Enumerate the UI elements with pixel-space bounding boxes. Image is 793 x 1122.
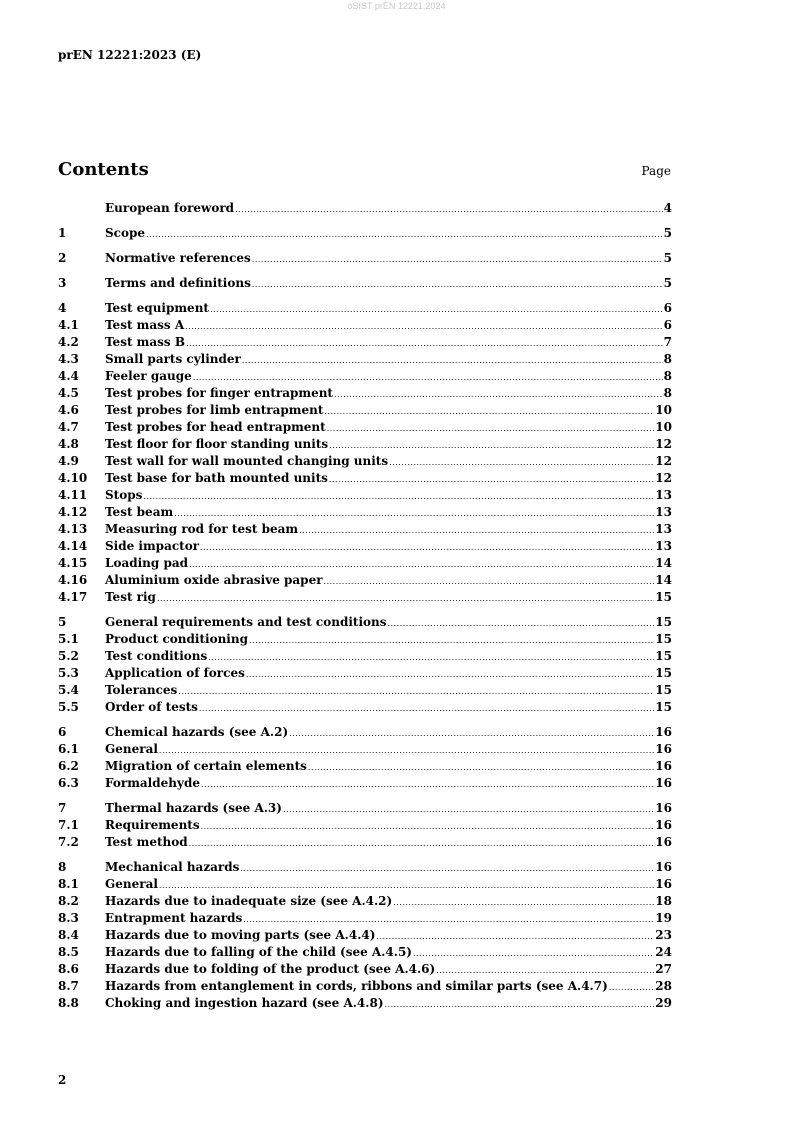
toc-entry-page: 6 bbox=[663, 318, 672, 332]
dot-leader bbox=[159, 742, 654, 759]
toc-entry-page: 15 bbox=[655, 683, 672, 697]
toc-entry-title: Aluminium oxide abrasive paper bbox=[105, 573, 323, 587]
toc-entry-title: Product conditioning bbox=[105, 632, 248, 646]
toc-entry[interactable] bbox=[58, 538, 672, 555]
toc-entry-number: 4.13 bbox=[58, 522, 88, 536]
toc-entry-number: 8.2 bbox=[58, 894, 79, 908]
toc-entry-title: Choking and ingestion hazard (see A.4.8) bbox=[105, 996, 384, 1010]
toc-entry-number: 7.2 bbox=[58, 835, 79, 849]
toc-entry-number: 4.3 bbox=[58, 352, 79, 366]
dot-leader bbox=[199, 700, 654, 717]
toc-entry[interactable] bbox=[58, 910, 672, 927]
toc-entry-title: Stops bbox=[105, 488, 143, 502]
toc-entry-title: Formaldehyde bbox=[105, 776, 200, 790]
toc-entry-page: 14 bbox=[655, 573, 672, 587]
toc-entry-page: 23 bbox=[655, 928, 672, 942]
dot-leader bbox=[283, 801, 654, 818]
toc-entry[interactable] bbox=[58, 758, 672, 775]
dot-leader bbox=[289, 725, 654, 742]
toc-entry-title: General bbox=[105, 742, 158, 756]
dot-leader bbox=[329, 437, 654, 454]
toc-entry[interactable] bbox=[58, 699, 672, 716]
toc-entry[interactable] bbox=[58, 250, 672, 267]
toc-entry[interactable] bbox=[58, 334, 672, 351]
toc-entry-page: 8 bbox=[663, 369, 672, 383]
toc-entry[interactable] bbox=[58, 775, 672, 792]
toc-entry-title: Normative references bbox=[105, 251, 251, 265]
toc-entry[interactable] bbox=[58, 555, 672, 572]
toc-entry-page: 13 bbox=[655, 539, 672, 553]
toc-entry-title: Test beam bbox=[105, 505, 174, 519]
toc-entry-page: 5 bbox=[663, 276, 672, 290]
toc-entry[interactable] bbox=[58, 225, 672, 242]
toc-entry-number: 5.2 bbox=[58, 649, 79, 663]
toc-entry-page: 13 bbox=[655, 488, 672, 502]
toc-entry[interactable] bbox=[58, 200, 672, 217]
dot-leader bbox=[193, 369, 663, 386]
toc-entry[interactable] bbox=[58, 487, 672, 504]
toc-entry-number: 8.3 bbox=[58, 911, 79, 925]
toc-entry-number: 8.1 bbox=[58, 877, 79, 891]
toc-entry-title: Side impactor bbox=[105, 539, 200, 553]
toc-entry-number: 5.3 bbox=[58, 666, 79, 680]
toc-entry-number: 4.5 bbox=[58, 386, 79, 400]
toc-entry[interactable] bbox=[58, 317, 672, 334]
toc-entry-number: 8.8 bbox=[58, 996, 79, 1010]
toc-entry-page: 16 bbox=[655, 818, 672, 832]
toc-entry[interactable] bbox=[58, 682, 672, 699]
toc-entry[interactable] bbox=[58, 614, 672, 631]
dot-leader bbox=[609, 979, 655, 996]
toc-entry-number: 8.5 bbox=[58, 945, 79, 959]
dot-leader bbox=[201, 776, 654, 793]
toc-entry-title: Loading pad bbox=[105, 556, 189, 570]
toc-entry-page: 13 bbox=[655, 505, 672, 519]
toc-entry-page: 29 bbox=[655, 996, 672, 1010]
dot-leader bbox=[436, 962, 654, 979]
dot-leader bbox=[208, 649, 654, 666]
toc-entry-number: 4.1 bbox=[58, 318, 79, 332]
toc-entry-title: Mechanical hazards bbox=[105, 860, 240, 874]
dot-leader bbox=[249, 632, 654, 649]
toc-entry[interactable] bbox=[58, 978, 672, 995]
toc-entry-page: 8 bbox=[663, 386, 672, 400]
toc-entry-number: 4.12 bbox=[58, 505, 88, 519]
toc-section bbox=[58, 250, 672, 267]
toc-entry-title: Test mass B bbox=[105, 335, 185, 349]
dot-leader bbox=[185, 318, 663, 335]
dot-leader bbox=[240, 860, 654, 877]
toc-section bbox=[58, 800, 672, 851]
toc-entry-number: 4.2 bbox=[58, 335, 79, 349]
toc-entry[interactable] bbox=[58, 402, 672, 419]
toc-entry-title: Test conditions bbox=[105, 649, 208, 663]
dot-leader bbox=[186, 335, 663, 352]
toc-entry-number: 4.15 bbox=[58, 556, 88, 570]
toc-entry-page: 15 bbox=[655, 590, 672, 604]
toc-entry-page: 28 bbox=[655, 979, 672, 993]
toc-entry[interactable] bbox=[58, 351, 672, 368]
toc-entry[interactable] bbox=[58, 817, 672, 834]
toc-entry-number: 6.2 bbox=[58, 759, 79, 773]
toc-entry[interactable] bbox=[58, 800, 672, 817]
toc-entry-number: 5.1 bbox=[58, 632, 79, 646]
toc-entry-number: 4.10 bbox=[58, 471, 88, 485]
dot-leader bbox=[393, 894, 654, 911]
toc-entry-number: 5 bbox=[58, 615, 67, 629]
dot-leader bbox=[189, 556, 654, 573]
toc-entry-page: 15 bbox=[655, 615, 672, 629]
toc-entry[interactable] bbox=[58, 275, 672, 292]
toc-entry-number: 4.8 bbox=[58, 437, 79, 451]
toc-entry-page: 16 bbox=[655, 835, 672, 849]
toc-entry-number: 4.4 bbox=[58, 369, 79, 383]
toc-entry[interactable] bbox=[58, 572, 672, 589]
toc-entry-title: Migration of certain elements bbox=[105, 759, 307, 773]
toc-entry-page: 13 bbox=[655, 522, 672, 536]
dot-leader bbox=[385, 996, 655, 1013]
toc-entry[interactable] bbox=[58, 665, 672, 682]
toc-entry-page: 15 bbox=[655, 666, 672, 680]
toc-entry[interactable] bbox=[58, 470, 672, 487]
toc-entry-title: Application of forces bbox=[105, 666, 245, 680]
toc-entry-page: 15 bbox=[655, 700, 672, 714]
toc-entry-page: 15 bbox=[655, 649, 672, 663]
toc-entry-page: 19 bbox=[655, 911, 672, 925]
toc-entry-title: Chemical hazards (see A.2) bbox=[105, 725, 289, 739]
toc-entry-page: 12 bbox=[655, 471, 672, 485]
dot-leader bbox=[334, 386, 663, 403]
toc-entry[interactable] bbox=[58, 834, 672, 851]
toc-entry[interactable] bbox=[58, 995, 672, 1012]
toc-entry-title: Test mass A bbox=[105, 318, 185, 332]
dot-leader bbox=[189, 835, 655, 852]
dot-leader bbox=[159, 877, 654, 894]
dot-leader bbox=[174, 505, 654, 522]
dot-leader bbox=[388, 615, 655, 632]
toc-entry-title: Test probes for limb entrapment bbox=[105, 403, 324, 417]
toc-entry-title: Entrapment hazards bbox=[105, 911, 243, 925]
toc-entry[interactable] bbox=[58, 419, 672, 436]
toc-entry[interactable] bbox=[58, 521, 672, 538]
toc-entry[interactable] bbox=[58, 724, 672, 741]
toc-entry-title: Tolerances bbox=[105, 683, 178, 697]
toc-entry-number: 8 bbox=[58, 860, 67, 874]
toc-entry-title: Hazards due to moving parts (see A.4.4) bbox=[105, 928, 376, 942]
toc-entry[interactable] bbox=[58, 385, 672, 402]
toc-entry-number: 6.1 bbox=[58, 742, 79, 756]
toc-section bbox=[58, 275, 672, 292]
toc-entry[interactable] bbox=[58, 368, 672, 385]
dot-leader bbox=[299, 522, 654, 539]
dot-leader bbox=[327, 420, 655, 437]
toc-entry-page: 5 bbox=[663, 226, 672, 240]
toc-entry-number: 5.5 bbox=[58, 700, 79, 714]
toc-entry[interactable] bbox=[58, 300, 672, 317]
dot-leader bbox=[235, 201, 663, 218]
page-number: 2 bbox=[58, 1073, 67, 1087]
dot-leader bbox=[376, 928, 654, 945]
toc-section bbox=[58, 200, 672, 217]
toc-entry-number: 7.1 bbox=[58, 818, 79, 832]
toc-entry[interactable] bbox=[58, 876, 672, 893]
toc-entry-title: General bbox=[105, 877, 158, 891]
toc-entry-page: 16 bbox=[655, 860, 672, 874]
toc-entry-title: Order of tests bbox=[105, 700, 198, 714]
toc-entry-number: 1 bbox=[58, 226, 67, 240]
toc-entry[interactable] bbox=[58, 893, 672, 910]
toc-entry-title: Small parts cylinder bbox=[105, 352, 241, 366]
toc-entry-number: 4.16 bbox=[58, 573, 88, 587]
toc-section bbox=[58, 225, 672, 242]
toc-entry-title: General requirements and test conditions bbox=[105, 615, 387, 629]
toc-entry-title: Measuring rod for test beam bbox=[105, 522, 299, 536]
dot-leader bbox=[413, 945, 654, 962]
toc-entry-page: 15 bbox=[655, 632, 672, 646]
toc-entry-page: 6 bbox=[663, 301, 672, 315]
toc-entry-title: Terms and definitions bbox=[105, 276, 251, 290]
toc-entry-title: Test method bbox=[105, 835, 188, 849]
toc-entry[interactable] bbox=[58, 944, 672, 961]
toc-entry-number: 4.9 bbox=[58, 454, 79, 468]
toc-entry-page: 24 bbox=[655, 945, 672, 959]
dot-leader bbox=[389, 454, 654, 471]
toc-entry-page: 14 bbox=[655, 556, 672, 570]
toc-entry-title: Hazards due to folding of the product (see A.4.6) bbox=[105, 962, 436, 976]
toc-entry[interactable] bbox=[58, 436, 672, 453]
toc-entry-title: Hazards due to inadequate size (see A.4.2) bbox=[105, 894, 393, 908]
toc-entry-page: 4 bbox=[663, 201, 672, 215]
toc-entry-page: 12 bbox=[655, 437, 672, 451]
dot-leader bbox=[324, 403, 654, 420]
toc-entry-number: 8.4 bbox=[58, 928, 79, 942]
toc-entry-number: 7 bbox=[58, 801, 67, 815]
toc-entry-page: 16 bbox=[655, 776, 672, 790]
dot-leader bbox=[178, 683, 654, 700]
toc-entry-title: Test wall for wall mounted changing units bbox=[105, 454, 389, 468]
dot-leader bbox=[242, 352, 663, 369]
toc-entry-number: 4.6 bbox=[58, 403, 79, 417]
toc-entry-number: 4.14 bbox=[58, 539, 88, 553]
toc-entry-page: 27 bbox=[655, 962, 672, 976]
toc-entry-number: 5.4 bbox=[58, 683, 79, 697]
dot-leader bbox=[143, 488, 654, 505]
toc-entry[interactable] bbox=[58, 589, 672, 606]
toc-entry-title: Test floor for floor standing units bbox=[105, 437, 329, 451]
toc-entry-number: 8.7 bbox=[58, 979, 79, 993]
toc-entry-page: 16 bbox=[655, 725, 672, 739]
dot-leader bbox=[252, 251, 663, 268]
dot-leader bbox=[308, 759, 654, 776]
toc-entry-page: 16 bbox=[655, 742, 672, 756]
toc-entry-page: 16 bbox=[655, 801, 672, 815]
toc-entry-title: Hazards from entanglement in cords, ribbons and similar parts (see A.4.7) bbox=[105, 979, 608, 993]
toc-entry-number: 6.3 bbox=[58, 776, 79, 790]
toc-entry-title: Test probes for head entrapment bbox=[105, 420, 326, 434]
dot-leader bbox=[200, 539, 654, 556]
toc-entry-page: 7 bbox=[663, 335, 672, 349]
toc-entry-page: 5 bbox=[663, 251, 672, 265]
dot-leader bbox=[201, 818, 655, 835]
toc-entry[interactable] bbox=[58, 927, 672, 944]
toc-entry-page: 10 bbox=[655, 420, 672, 434]
dot-leader bbox=[324, 573, 655, 590]
toc-entry-number: 4.11 bbox=[58, 488, 88, 502]
contents-title: Contents bbox=[58, 159, 149, 180]
toc-entry[interactable] bbox=[58, 859, 672, 876]
dot-leader bbox=[252, 276, 663, 293]
toc-entry-title: European foreword bbox=[105, 201, 235, 215]
toc-entry-title: Thermal hazards (see A.3) bbox=[105, 801, 282, 815]
toc-entry[interactable] bbox=[58, 631, 672, 648]
toc-entry[interactable] bbox=[58, 961, 672, 978]
toc-entry-number: 4.7 bbox=[58, 420, 79, 434]
toc-entry[interactable] bbox=[58, 648, 672, 665]
dot-leader bbox=[157, 590, 654, 607]
toc-section bbox=[58, 859, 672, 1012]
dot-leader bbox=[246, 666, 654, 683]
dot-leader bbox=[146, 226, 663, 243]
toc-entry-page: 10 bbox=[655, 403, 672, 417]
toc-entry-number: 3 bbox=[58, 276, 67, 290]
toc-entry-title: Requirements bbox=[105, 818, 200, 832]
page-column-label: Page bbox=[641, 164, 671, 178]
toc-entry-title: Scope bbox=[105, 226, 146, 240]
toc-entry-page: 12 bbox=[655, 454, 672, 468]
toc-entry-page: 16 bbox=[655, 759, 672, 773]
toc-entry-title: Feeler gauge bbox=[105, 369, 192, 383]
toc-section bbox=[58, 724, 672, 792]
toc-entry[interactable] bbox=[58, 741, 672, 758]
toc-entry-title: Hazards due to falling of the child (see A.4.5) bbox=[105, 945, 412, 959]
toc-entry-title: Test base for bath mounted units bbox=[105, 471, 328, 485]
toc-entry-title: Test rig bbox=[105, 590, 156, 604]
toc-entry-number: 4 bbox=[58, 301, 67, 315]
document-id: prEN 12221:2023 (E) bbox=[58, 48, 202, 62]
toc-entry-number: 2 bbox=[58, 251, 67, 265]
toc-entry-page: 16 bbox=[655, 877, 672, 891]
toc-entry-title: Test equipment bbox=[105, 301, 209, 315]
toc-entry-title: Test probes for finger entrapment bbox=[105, 386, 333, 400]
toc-entry-page: 8 bbox=[663, 352, 672, 366]
toc-section bbox=[58, 614, 672, 716]
toc-entry-number: 8.6 bbox=[58, 962, 79, 976]
toc-entry-page: 18 bbox=[655, 894, 672, 908]
toc-section bbox=[58, 300, 672, 606]
toc-entry[interactable] bbox=[58, 504, 672, 521]
watermark: oSIST prEN 12221:2024 bbox=[347, 1, 446, 11]
toc-entry-number: 6 bbox=[58, 725, 67, 739]
toc-entry-number: 4.17 bbox=[58, 590, 88, 604]
table-of-contents bbox=[58, 200, 672, 1020]
dot-leader bbox=[329, 471, 654, 488]
toc-entry[interactable] bbox=[58, 453, 672, 470]
dot-leader bbox=[210, 301, 663, 318]
dot-leader bbox=[243, 911, 654, 928]
